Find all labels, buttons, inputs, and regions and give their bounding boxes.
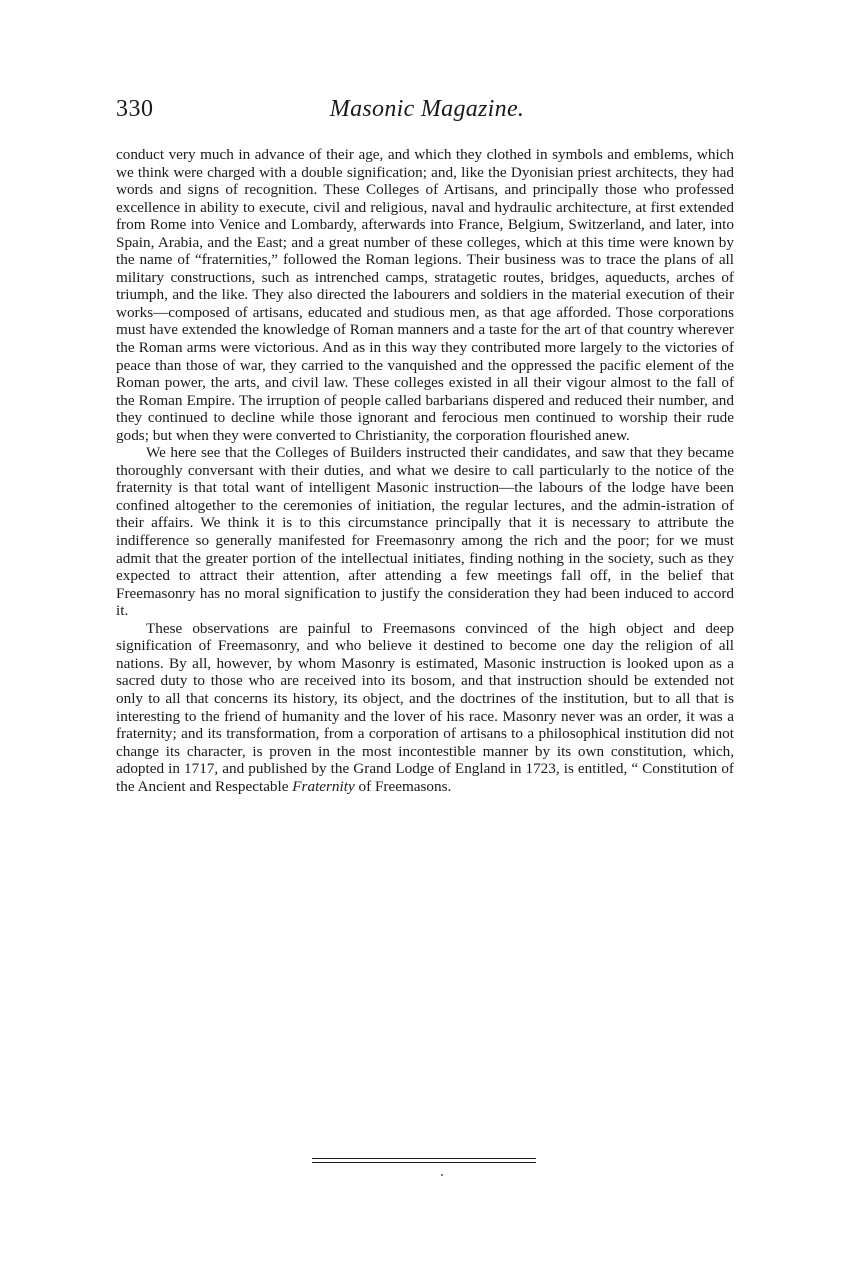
article-body: [116, 146, 734, 795]
paragraph-1-text: conduct very much in advance of their age, and which they clothed in symbols and emblems, which we think were charged with a double signification; and, like the Dyonisian priest architects, they had words and signs of recognition. These Colleges of Artisans, and principally those who professed excellence in ability to execute, civil and religious, naval and hydraulic architecture, at first extended from Rome into Venice and Lombardy, afterwards into France, Belgium, Switzerland, and later, into Spain, Arabia, and the East; and a great number of these colleges, which at this time were known by the name of “fraternities,” followed the Roman legions. Their business was to trace the plans of all military constructions, such as intrenched camps, stratagetic routes, bridges, aqueducts, arches of triumph, and the like. They also directed the labourers and soldiers in the material execution of their works—composed of artisans, educated and studious men, as that age afforded. Those corporations must have extended the knowledge of Roman manners and a taste for the art of that country wherever the Roman arms were victorious. And as in this way they contributed more largely to the victories of peace than those of war, they carried to the vanquished and the oppressed the pacific element of the Roman power, the arts, and civil law. These colleges existed in all their vigour almost to the fall of the Roman Empire. The irruption of people called barbarians dispered and reduced their number, and they continued to decline while those ignorant and ferocious men continued to worship their rude gods; but when they were converted to Christianity, the corporation flourished anew.: [116, 146, 734, 444]
paragraph-3: [116, 620, 734, 795]
paragraph-1: [116, 146, 734, 444]
italic-fraternity: Fraternity: [292, 777, 355, 795]
rule-thick: [312, 1158, 536, 1159]
end-of-article-rule: [312, 1158, 536, 1163]
rule-dot: [441, 1174, 443, 1176]
paragraph-3-ending: of Freemasons.: [354, 777, 452, 795]
page-header: [116, 96, 738, 136]
paragraph-2: We here see that the Colleges of Builders instructed their candidates, and saw that they became thoroughly conversant with their duties, and what we desire to call particularly to the notice of the fraternity is that total want of intelligent Masonic instruction—the labours of the lodge have been confined altogether to the ceremonies of initiation, the regular lectures, and the admin-istration of their affairs. We think it is to this circumstance principally that it is necessary to attribute the indifference so generally manifested for Freemasonry among the rich and the poor; for we must admit that the greater portion of the intellectual initiates, finding nothing in the society, such as they expected to attract their attention, after attending a few meetings fall off, in the belief that Freemasonry has no moral signification to justify the consideration they had been induced to accord it.: [116, 444, 734, 620]
running-title: Masonic Magazine.: [329, 96, 525, 122]
paragraph-3-text: These observations are painful to Freemasons convinced of the high object and deep signification of Freemasonry, and who believe it destined to become one day the religion of all nations. By all, however, by whom Masonry is estimated, Masonic instruction is looked upon as a sacred duty to those who are received into its bosom, and that instruction should be extended not only to all that concerns its history, its object, and the doctrines of the institution, but to all that is interesting to the friend of humanity and the lover of his race. Masonry never was an order, it was a fraternity; and its transformation, from a corporation of artisans to a philosophical institution did not change its character, is proven in the most incontestible manner by its own constitution, which, adopted in 1717, and published by the Grand Lodge of England in 1723, is entitled, “ Constitution of the Ancient and Respectable: [116, 619, 734, 795]
rule-thin: [312, 1162, 536, 1163]
page-number: 330: [116, 96, 154, 122]
